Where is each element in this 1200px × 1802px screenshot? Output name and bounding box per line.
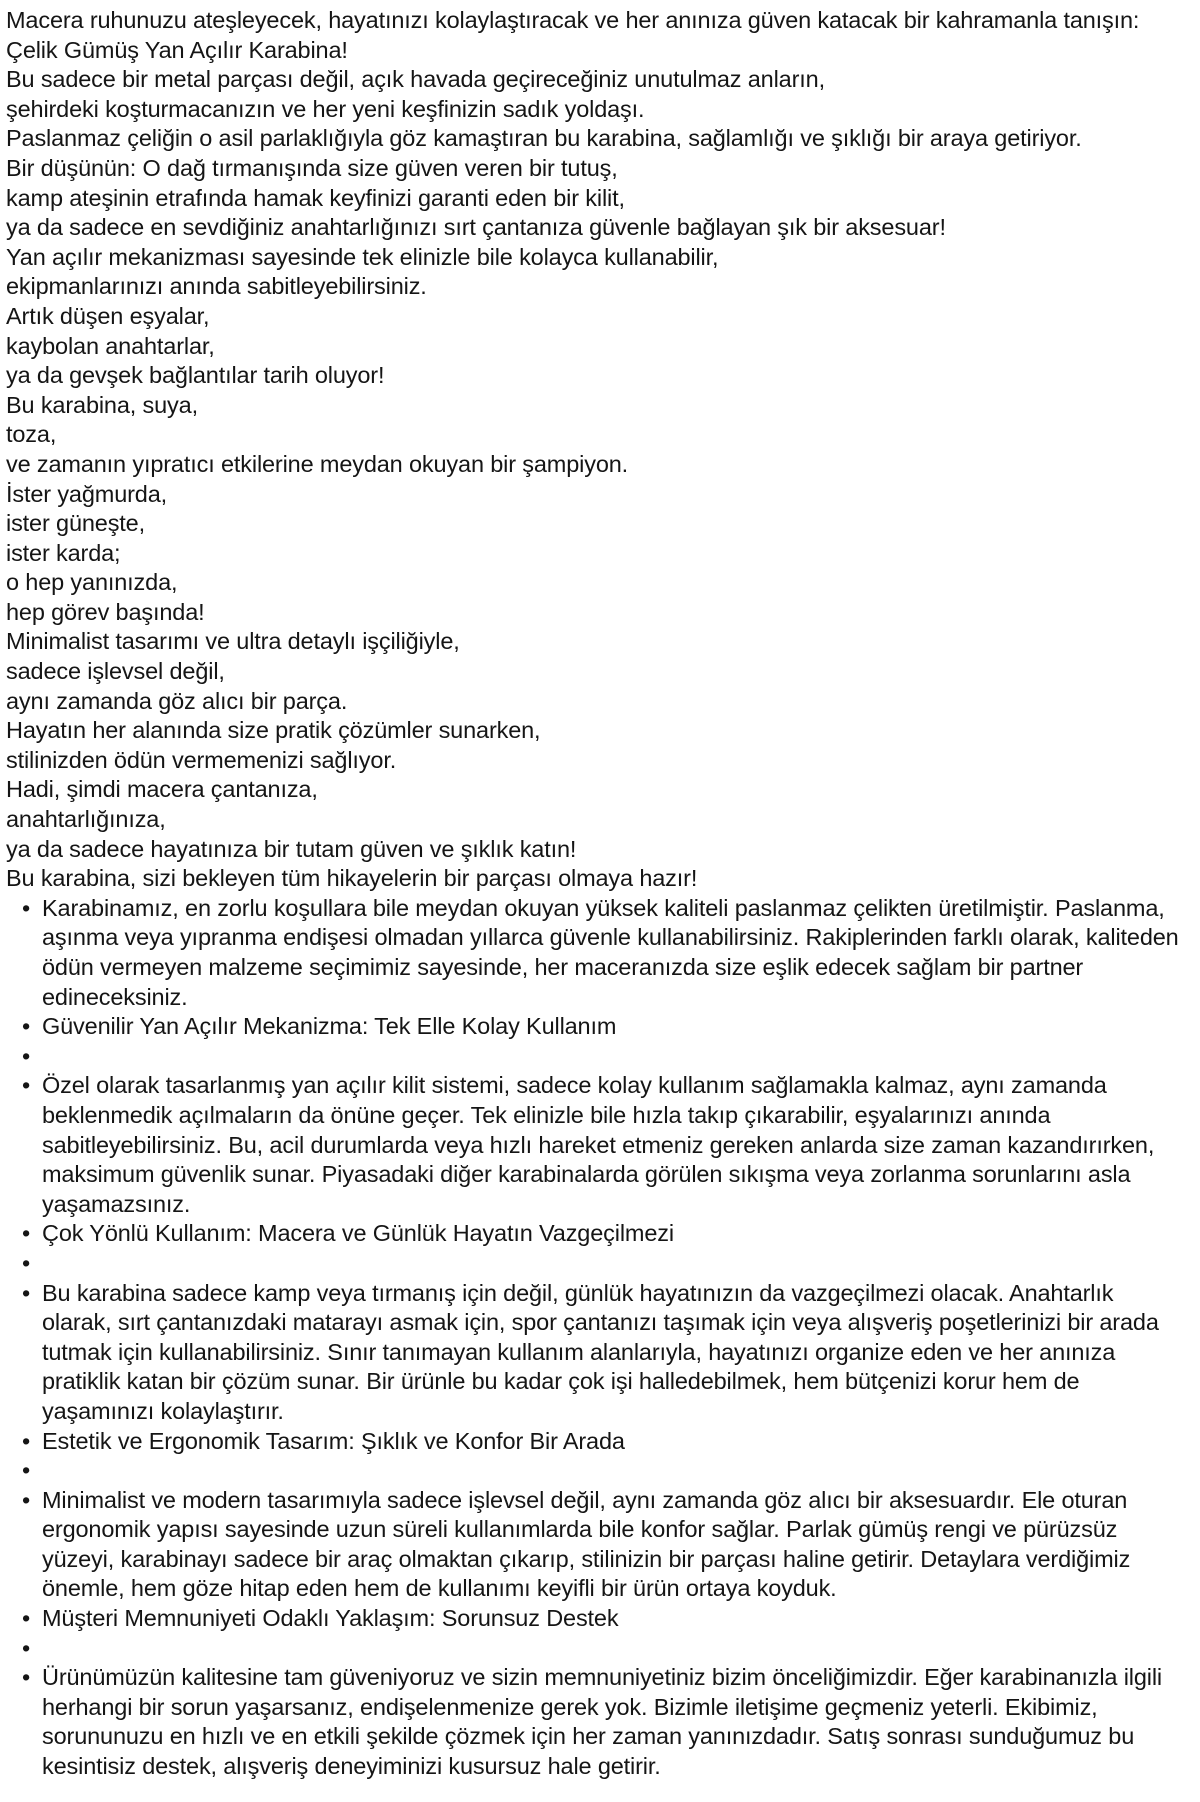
intro-line: kaybolan anahtarlar, [6,332,215,359]
intro-line: Bu karabina, sizi bekleyen tüm hikayelerin bir parçası olmaya hazır! [6,865,698,892]
list-item-text: • Estetik ve Ergonomik Tasarım: Şıklık ve Konfor Bir Arada [42,1427,625,1454]
list-item [6,1279,1182,1427]
feature-bullet-list [6,894,1182,1782]
intro-line: Bu sadece bir metal parçası değil, açık havada geçireceğiniz unutulmaz anların, [6,66,825,93]
intro-line: Artık düşen eşyalar, [6,302,210,329]
intro-line: sadece işlevsel değil, [6,658,225,685]
intro-line: hep görev başında! [6,598,205,625]
intro-line: o hep yanınızda, [6,569,178,596]
list-item-text: • Müşteri Memnuniyeti Odaklı Yaklaşım: Sorunsuz Destek [42,1605,619,1632]
intro-line: ve zamanın yıpratıcı etkilerine meydan okuyan bir şampiyon. [6,450,629,477]
intro-line: toza, [6,421,57,448]
intro-line: Hayatın her alanında size pratik çözümler sunarken, [6,717,541,744]
intro-line: Minimalist tasarımı ve ultra detaylı işçiliğiyle, [6,628,460,655]
intro-line: ya da sadece en sevdiğiniz anahtarlığınızı sırt çantanıza güvenle bağlayan şık bir aksesuar! [6,214,946,241]
list-item [6,1486,1182,1604]
list-item-text: • Özel olarak tasarlanmış yan açılır kilit sistemi, sadece kolay kullanım sağlamakla kalmaz, aynı zamanda beklenmedik açılmaların da önüne geçer. Tek elinizle bile hızla takıp çıkarabilir, eşyalarınızı anında sabitleyebilirsiniz. Bu, acil durumlarda veya hızlı hareket etmeniz gereken anlarda size zaman kazandırırken, maksimum güvenlik sunar. Piyasadaki diğer karabinalarda görülen sıkışma veya zorlanma sorunlarını asla yaşamazsınız. [42,1072,1155,1217]
intro-line: Yan açılır mekanizması sayesinde tek elinizle bile kolayca kullanabilir, [6,243,719,270]
list-item [6,894,1182,1012]
intro-line: Hadi, şimdi macera çantanıza, [6,776,318,803]
intro-line: stilinizden ödün vermemenizi sağlıyor. [6,746,397,773]
list-item [6,1042,1182,1072]
intro-line: Macera ruhunuzu ateşleyecek, hayatınızı kolaylaştıracak ve her anınıza güven katacak bir kahramanla tanışın: Çelik Gümüş Yan Açılır Karabina! [6,7,1146,63]
list-item [6,1604,1182,1634]
list-item [6,1071,1182,1219]
intro-paragraph-block [6,6,1182,894]
intro-line: İster yağmurda, [6,480,168,507]
list-item [6,1634,1182,1664]
list-item-text: • Güvenilir Yan Açılır Mekanizma: Tek Elle Kolay Kullanım [42,1013,617,1040]
list-item [6,1219,1182,1249]
list-item [6,1456,1182,1486]
intro-line: ya da gevşek bağlantılar tarih oluyor! [6,362,385,389]
intro-line: Paslanmaz çeliğin o asil parlaklığıyla göz kamaştıran bu karabina, sağlamlığı ve şıklığı bir araya getiriyor. [6,125,1082,152]
intro-line: ister karda; [6,539,121,566]
list-item-text: • Karabinamız, en zorlu koşullara bile meydan okuyan yüksek kaliteli paslanmaz çelikten üretilmiştir. Paslanma, aşınma veya yıpranma endişesi olmadan yıllarca güvenle kullanabilirsiniz. Rakiplerinden farklı olarak, kaliteden ödün vermeyen malzeme seçimimiz sayesinde, her maceranızda size eşlik edecek sağlam bir partner edineceksiniz. [42,894,1179,1010]
intro-line: Bu karabina, suya, [6,391,198,418]
list-item-text: • Minimalist ve modern tasarımıyla sadece işlevsel değil, aynı zamanda göz alıcı bir aksesuardır. Ele oturan ergonomik yapısı sayesinde uzun süreli kullanımlarda bile konfor sağlar. Parlak gümüş rengi ve pürüzsüz yüzeyi, karabinayı sadece bir araç olmaktan çıkarıp, stilinizin bir parçası haline getirir. Detaylara verdiğimiz önemle, hem göze hitap eden hem de kullanımı keyifli bir ürün ortaya koyduk. [42,1486,1131,1602]
intro-line: aynı zamanda göz alıcı bir parça. [6,687,348,714]
intro-line: Bir düşünün: O dağ tırmanışında size güven veren bir tutuş, [6,154,618,181]
list-item-text: • Çok Yönlü Kullanım: Macera ve Günlük Hayatın Vazgeçilmezi [42,1220,674,1247]
intro-line: anahtarlığınıza, [6,806,166,833]
intro-line: şehirdeki koşturmacanızın ve her yeni keşfinizin sadık yoldaşı. [6,95,645,122]
intro-line: kamp ateşinin etrafında hamak keyfinizi garanti eden bir kilit, [6,184,625,211]
list-item [6,1012,1182,1042]
list-item-text: • Ürünümüzün kalitesine tam güveniyoruz ve sizin memnuniyetiniz bizim önceliğimizdir. Eğer karabinanızla ilgili herhangi bir sorun yaşarsanız, endişelenmenize gerek yok. Bizimle iletişime geçmeniz yeterli. Ekibimiz, sorununuzu en hızlı ve en etkili şekilde çözmek için her zaman yanınızdadır. Satış sonrası sunduğumuz bu kesintisiz destek, alışveriş deneyiminizi kusursuz hale getirir. [42,1664,1162,1780]
intro-line: ister güneşte, [6,510,145,537]
intro-line: ya da sadece hayatınıza bir tutam güven ve şıklık katın! [6,835,577,862]
list-item [6,1249,1182,1279]
list-item-text: • Bu karabina sadece kamp veya tırmanış için değil, günlük hayatınızın da vazgeçilmezi olacak. Anahtarlık olarak, sırt çantanızdaki matarayı asmak için, spor çantanızı taşımak için veya alışveriş poşetlerinizi bir arada tutmak için kullanabilirsiniz. Sınır tanımayan kullanım alanlarıyla, hayatınızı organize eden ve her anınıza pratiklik katan bir çözüm sunar. Bir ürünle bu kadar çok işi halledebilmek, hem bütçenizi korur hem de yaşamınızı kolaylaştırır. [42,1279,1159,1424]
intro-line: ekipmanlarınızı anında sabitleyebilirsiniz. [6,273,427,300]
list-item [6,1427,1182,1457]
list-item [6,1663,1182,1781]
